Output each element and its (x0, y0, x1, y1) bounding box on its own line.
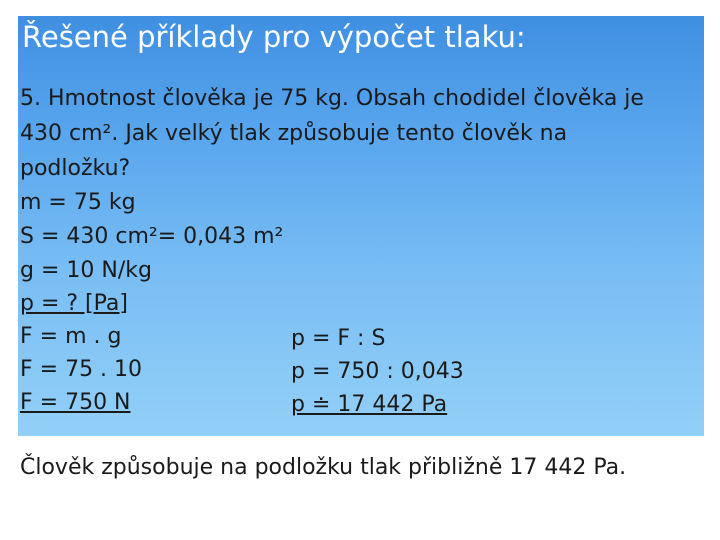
conclusion-text: Člověk způsobuje na podložku tlak přibližně 17 442 Pa. (20, 455, 627, 480)
given-area: S = 430 cm²= 0,043 m² (20, 224, 284, 249)
pressure-result: p ≐ 17 442 Pa (291, 392, 448, 417)
slide-title: Řešené příklady pro výpočet tlaku: (22, 20, 526, 54)
force-result: F = 750 N (20, 390, 131, 415)
force-substitution: F = 75 . 10 (20, 357, 143, 382)
given-mass: m = 75 kg (20, 190, 136, 215)
pressure-formula: p = F : S (291, 326, 386, 351)
unknown-pressure: p = ? [Pa] (20, 291, 128, 316)
force-formula: F = m . g (20, 324, 122, 349)
problem-line-1: 5. Hmotnost člověka je 75 kg. Obsah chodidel člověka je (20, 86, 644, 111)
given-gravity: g = 10 N/kg (20, 258, 152, 283)
problem-line-3: podložku? (20, 156, 131, 181)
pressure-substitution: p = 750 : 0,043 (291, 359, 464, 384)
problem-line-2: 430 cm². Jak velký tlak způsobuje tento člověk na (20, 121, 568, 146)
